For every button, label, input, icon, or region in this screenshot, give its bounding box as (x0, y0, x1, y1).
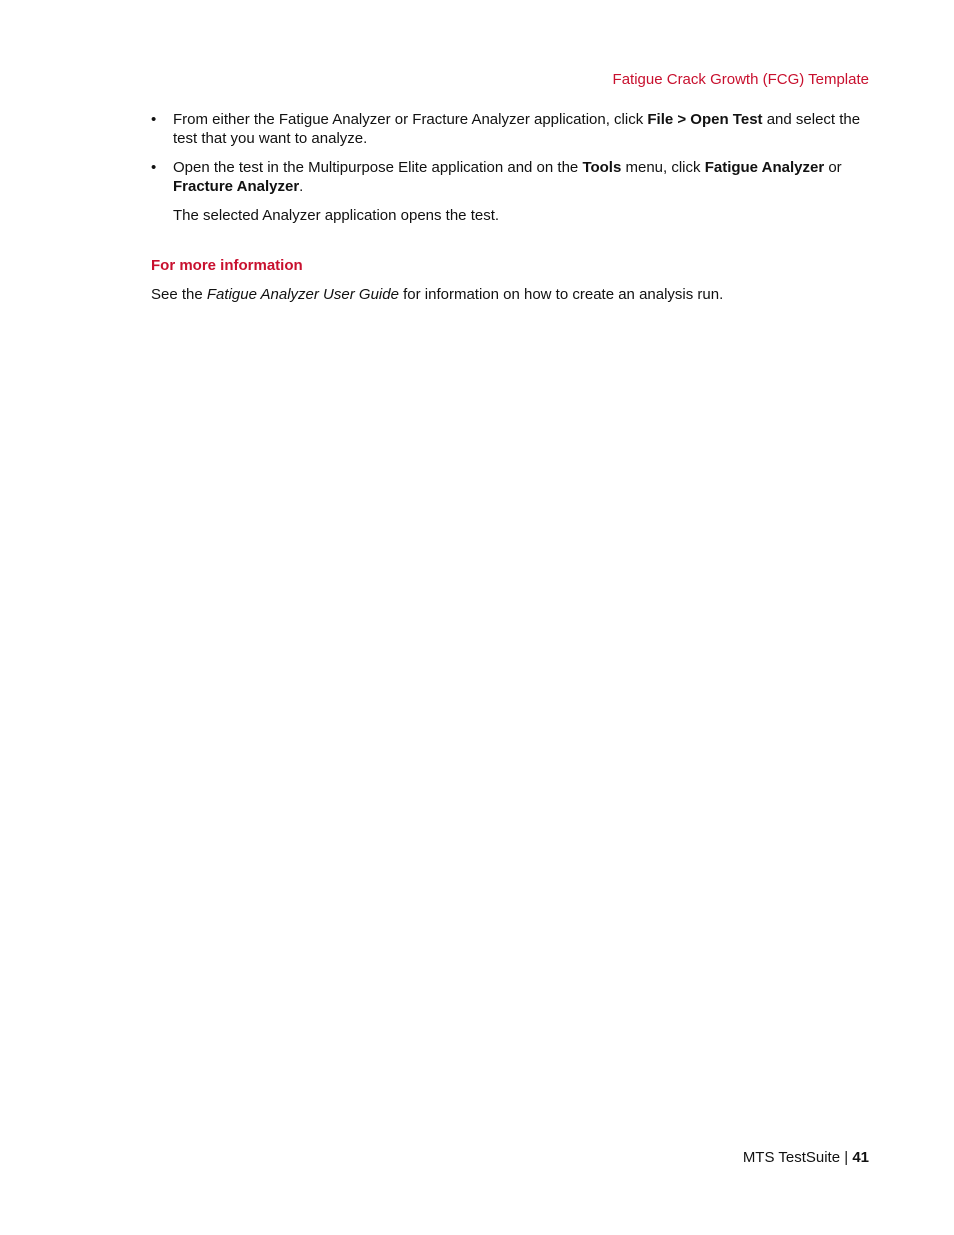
step-text: or (824, 159, 842, 176)
footer-separator: | (840, 1149, 853, 1166)
product-name: MTS TestSuite (742, 1149, 841, 1166)
more-info-paragraph (151, 285, 871, 304)
result-note: The selected Analyzer application opens the test. (173, 207, 500, 224)
step-text: Open the test in the Multipurpose Elite application and on the (173, 159, 583, 176)
list-item (151, 110, 871, 148)
page-content (151, 110, 871, 304)
step-text: and select the test that you want to analyze. (173, 111, 861, 147)
para-text: See the (151, 286, 207, 303)
guide-title: Fatigue Analyzer User Guide (206, 286, 399, 303)
menu-path: File > Open Test (647, 111, 763, 128)
bullet-icon: • (151, 111, 157, 128)
section-heading: For more information (151, 257, 303, 274)
page-footer (743, 1148, 869, 1168)
menu-name: Tools (582, 159, 622, 176)
running-header: Fatigue Crack Growth (FCG) Template (612, 71, 869, 88)
para-text: for information on how to create an analysis run. (398, 286, 724, 303)
step-text: menu, click (621, 159, 705, 176)
bullet-icon: • (151, 159, 157, 176)
step-text: . (299, 178, 304, 195)
step-text: From either the Fatigue Analyzer or Fracture Analyzer application, click (173, 111, 648, 128)
step-list (151, 110, 871, 196)
list-item (151, 158, 871, 196)
page-number: 41 (852, 1149, 869, 1166)
menu-item: Fracture Analyzer (173, 178, 300, 195)
menu-item: Fatigue Analyzer (704, 159, 825, 176)
